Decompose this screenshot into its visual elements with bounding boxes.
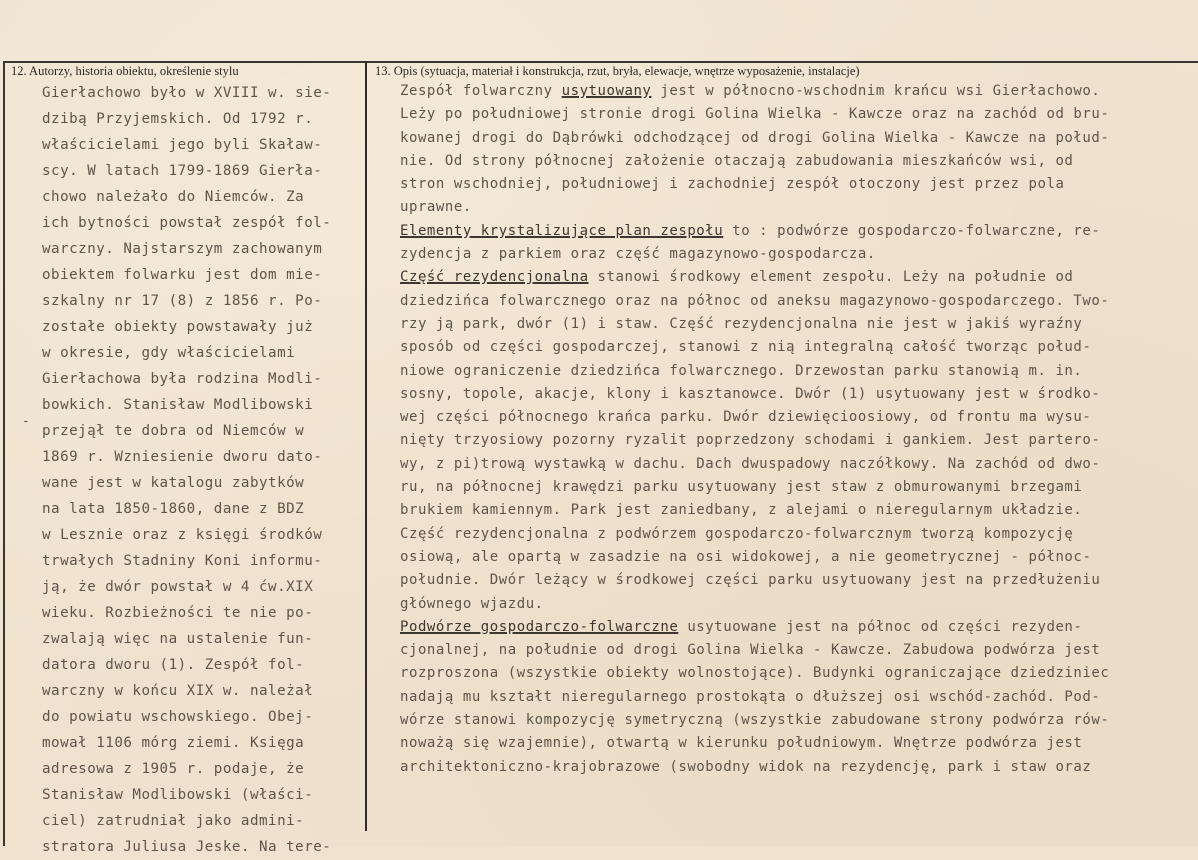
text-run: Część rezydencjonalna z podwórzem gospodarczo-folwarcznym tworzą kompozycję (400, 525, 1074, 542)
description-text-line (400, 80, 1196, 103)
description-text-column (400, 80, 1196, 779)
description-text-line (400, 220, 1196, 243)
history-text-line: warczny w końcu XIX w. należał (42, 683, 314, 699)
description-text-line (400, 546, 1196, 569)
description-text-line (400, 639, 1196, 662)
history-text-line: trwałych Stadniny Koni informu- (42, 553, 323, 569)
history-text-line: w okresie, gdy właścicielami (42, 345, 296, 361)
text-run: nięty trzyosiowy pozorny ryzalit poprzedzony schodami i gankiem. Jest partero- (400, 432, 1101, 449)
description-text-line (400, 569, 1196, 592)
underlined-term: Elementy krystalizujące plan zespołu (400, 222, 724, 239)
description-text-line (400, 290, 1196, 313)
history-text-line: adresowa z 1905 r. podaje, że (42, 761, 305, 777)
history-text-line: szkalny nr 17 (8) z 1856 r. Po- (42, 293, 323, 309)
text-run: rzy ją park, dwór (1) i staw. Część rezydencjonalna nie jest w jakiś wyraźny (400, 315, 1083, 332)
history-text-line: ciel) zatrudniał jako admini- (42, 813, 305, 829)
description-text-line (400, 732, 1196, 755)
description-text-line (400, 476, 1196, 499)
text-run: cjonalnej, na południe od drogi Golina Wielka - Kawcze. Zabudowa podwórza jest (400, 642, 1101, 659)
history-text-line: Stanisław Modlibowski (właści- (42, 787, 314, 803)
description-text-line (400, 383, 1196, 406)
history-text-line: przejął te dobra od Niemców w (42, 423, 305, 439)
text-run: architektoniczno-krajobrazowe (swobodny widok na rezydencję, park i staw oraz (400, 758, 1092, 775)
history-text-line: chowo należało do Niemców. Za (42, 189, 305, 205)
description-text-line (400, 406, 1196, 429)
description-text-line (400, 616, 1196, 639)
history-text-line: warczny. Najstarszym zachowanym (42, 241, 323, 257)
history-text-line: scy. W latach 1799-1869 Gierła- (42, 163, 323, 179)
description-text-line (400, 127, 1196, 150)
history-text-line: na lata 1850-1860, dane z BDZ (42, 501, 305, 517)
underlined-term: Część rezydencjonalna (400, 269, 589, 286)
text-run: południe. Dwór leżący w środkowej części parku usytuowany jest na przedłużeniu (400, 572, 1101, 589)
section-13-heading: 13. Opis (sytuacja, materiał i konstrukcja, rzut, bryła, elewacje, wnętrze wyposażenie, instalacje) (375, 64, 860, 78)
history-text-line: dzibą Przyjemskich. Od 1792 r. (42, 111, 314, 127)
text-run: wej części północnego krańca parku. Dwór dziewięcioosiowy, od frontu ma wysu- (400, 409, 1092, 426)
description-text-line (400, 499, 1196, 522)
text-run: noważą się wzajemnie), otwartą w kierunku południowym. Wnętrze podwórza jest (400, 735, 1083, 752)
text-run: ru, na północnej krawędzi parku usytuowany jest staw z obmurowanymi brzegami (400, 479, 1083, 496)
history-text-line: zwalają więc na ustalenie fun- (42, 631, 314, 647)
underlined-term: usytuowany (561, 83, 652, 99)
history-text-line: do powiatu wschowskiego. Obej- (42, 709, 314, 725)
description-text-line (400, 103, 1196, 126)
description-text-line (400, 709, 1196, 732)
description-text-line (400, 173, 1196, 196)
description-text-line (400, 196, 1196, 219)
description-text-line (400, 150, 1196, 173)
left-rule (3, 61, 5, 846)
history-text-line: stratora Juliusa Jeske. Na tere- (42, 839, 332, 855)
text-run: osiową, ale opartą w zasadzie na osi widokowej, a nie geometrycznej - północ- (400, 548, 1092, 565)
text-run: zydencja z parkiem oraz część magazynowo-gospodarcza. (400, 246, 876, 263)
text-run: brukiem kamiennym. Park jest zaniedbany, z alejami o nieregularnym układzie. (400, 502, 1083, 519)
description-text-line (400, 523, 1196, 546)
history-text-line: 1869 r. Wzniesienie dworu dato- (42, 449, 323, 465)
description-text-line (400, 756, 1196, 779)
text-run: stron wschodniej, południowej i zachodniej zespół otoczony jest przez pola (400, 176, 1065, 193)
text-run: sposób od części gospodarczej, stanowi z nią integralną całość tworząc połud- (400, 339, 1092, 356)
text-run: to : podwórze gospodarczo-folwarczne, re- (723, 222, 1101, 239)
history-text-line: bowkich. Stanisław Modlibowski (42, 397, 314, 413)
description-text-line (400, 593, 1196, 616)
description-text-line (400, 336, 1196, 359)
text-run: Leży po południowej stronie drogi Golina Wielka - Kawcze oraz na zachód od bru- (400, 106, 1110, 123)
text-run: wórze stanowi kompozycję symetryczną (wszystkie zabudowane strony podwórza rów- (400, 712, 1110, 729)
description-text-line (400, 453, 1196, 476)
description-text-line (400, 662, 1196, 685)
history-text-line: właścicielami jego byli Skaław- (42, 137, 323, 153)
text-run: głównego wjazdu. (400, 595, 544, 612)
history-text-line: ich bytności powstał zespół fol- (42, 215, 332, 231)
margin-mark: - (22, 414, 30, 429)
description-text-line (400, 243, 1196, 266)
text-run: Zespół folwarczny (400, 83, 562, 99)
top-rule (3, 61, 1198, 63)
history-text-line: obiektem folwarku jest dom mie- (42, 267, 323, 283)
history-text-line: w Lesznie oraz z księgi środków (42, 527, 323, 543)
history-text-line: ją, że dwór powstał w 4 ćw.XIX (42, 579, 314, 595)
history-text-line: datora dworu (1). Zespół fol- (42, 657, 305, 673)
description-text-line (400, 429, 1196, 452)
description-text-line (400, 313, 1196, 336)
text-run: wy, z pi)trową wystawką w dachu. Dach dwuspadowy naczółkowy. Na zachód od dwo- (400, 455, 1101, 472)
text-run: usytuowane jest na północ od części rezyden- (678, 618, 1083, 635)
text-run: sosny, topole, akacje, klony i kasztanowce. Dwór (1) usytuowany jest w środko- (400, 385, 1101, 402)
history-text-line: Gierłachowo było w XVIII w. sie- (42, 85, 332, 101)
text-run: niowe ograniczenie dziedzińca folwarcznego. Drzewostan parku stanowią m. in. (400, 362, 1083, 379)
text-run: nie. Od strony północnej założenie otaczają zabudowania mieszkańców wsi, od (400, 152, 1074, 169)
section-12-heading: 12. Autorzy, historia obiektu, określenie stylu (11, 64, 239, 78)
text-run: nadają mu kształt nieregularnego prostokąta o dłuższej osi wschód-zachód. Pod- (400, 688, 1101, 705)
history-text-line: wane jest w katalogu zabytków (42, 475, 305, 491)
history-text-line: zostałe obiekty powstawały już (42, 319, 314, 335)
text-run: jest w północno-wschodnim krańcu wsi Gierłachowo. (651, 83, 1101, 99)
history-text-line: wieku. Rozbieżności te nie po- (42, 605, 314, 621)
history-text-line: mował 1106 mórg ziemi. Księga (42, 735, 305, 751)
column-divider (365, 61, 367, 831)
description-text-line (400, 686, 1196, 709)
text-run: rozproszona (wszystkie obiekty wolnostojące). Budynki ograniczające dziedziniec (400, 665, 1110, 682)
underlined-term: Podwórze gospodarczo-folwarczne (400, 618, 679, 635)
text-run: uprawne. (400, 199, 472, 216)
history-text-line: Gierłachowa była rodzina Modli- (42, 371, 323, 387)
text-run: stanowi środkowy element zespołu. Leży na południe od (588, 269, 1074, 286)
text-run: dziedzińca folwarcznego oraz na północ od aneksu magazynowo-gospodarczego. Two- (400, 292, 1110, 309)
history-text-column (42, 80, 360, 860)
text-run: kowanej drogi do Dąbrówki odchodzącej od drogi Golina Wielka - Kawcze na połud- (400, 129, 1110, 146)
description-text-line (400, 360, 1196, 383)
description-text-line (400, 266, 1196, 289)
